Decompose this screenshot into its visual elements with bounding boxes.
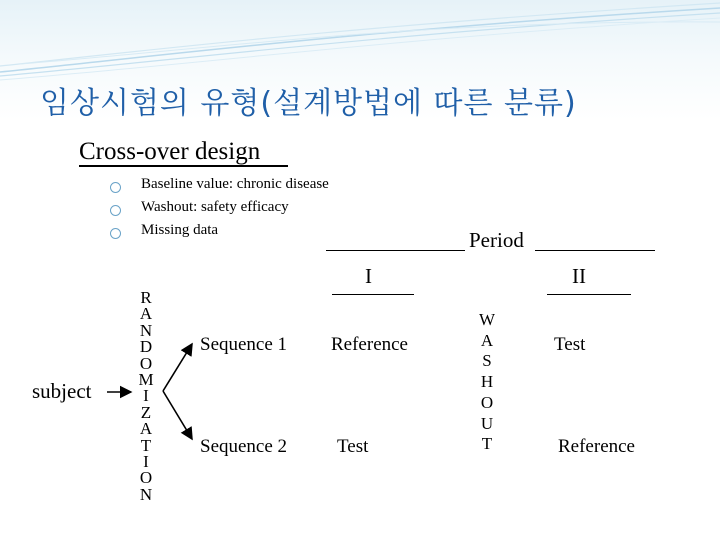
slide-title: 임상시험의 유형(설계방법에 따른 분류) — [40, 86, 577, 121]
sequence-1-period-1: Reference — [331, 334, 408, 355]
slide: 임상시험의 유형(설계방법에 따른 분류) Cross-over design Baseline value: chronic disease Washout: safety efficacy Missing data Period I II subject R A N D O M I Z A T I O N W A S H O U T Sequence 1 Reference Test Sequence 2 Test Reference — [0, 0, 720, 540]
period-2-label: II — [572, 264, 586, 288]
subject-label: subject — [32, 379, 92, 403]
sequence-2-period-2: Reference — [558, 436, 635, 457]
sequence-1-arrow — [163, 344, 192, 391]
design-heading: Cross-over design — [79, 138, 261, 165]
period-1-label: I — [365, 264, 372, 288]
sequence-1-label: Sequence 1 — [200, 334, 288, 355]
sequence-2-period-1: Test — [337, 436, 369, 457]
sequence-2-arrow — [163, 391, 192, 439]
sequence-1-period-2: Test — [554, 334, 586, 355]
randomization-label: R A N D O M I Z A T I O N — [138, 288, 154, 504]
sequence-2-label: Sequence 2 — [200, 436, 288, 457]
washout-label: W A S H O U T — [478, 310, 496, 454]
period-label: Period — [469, 228, 524, 252]
